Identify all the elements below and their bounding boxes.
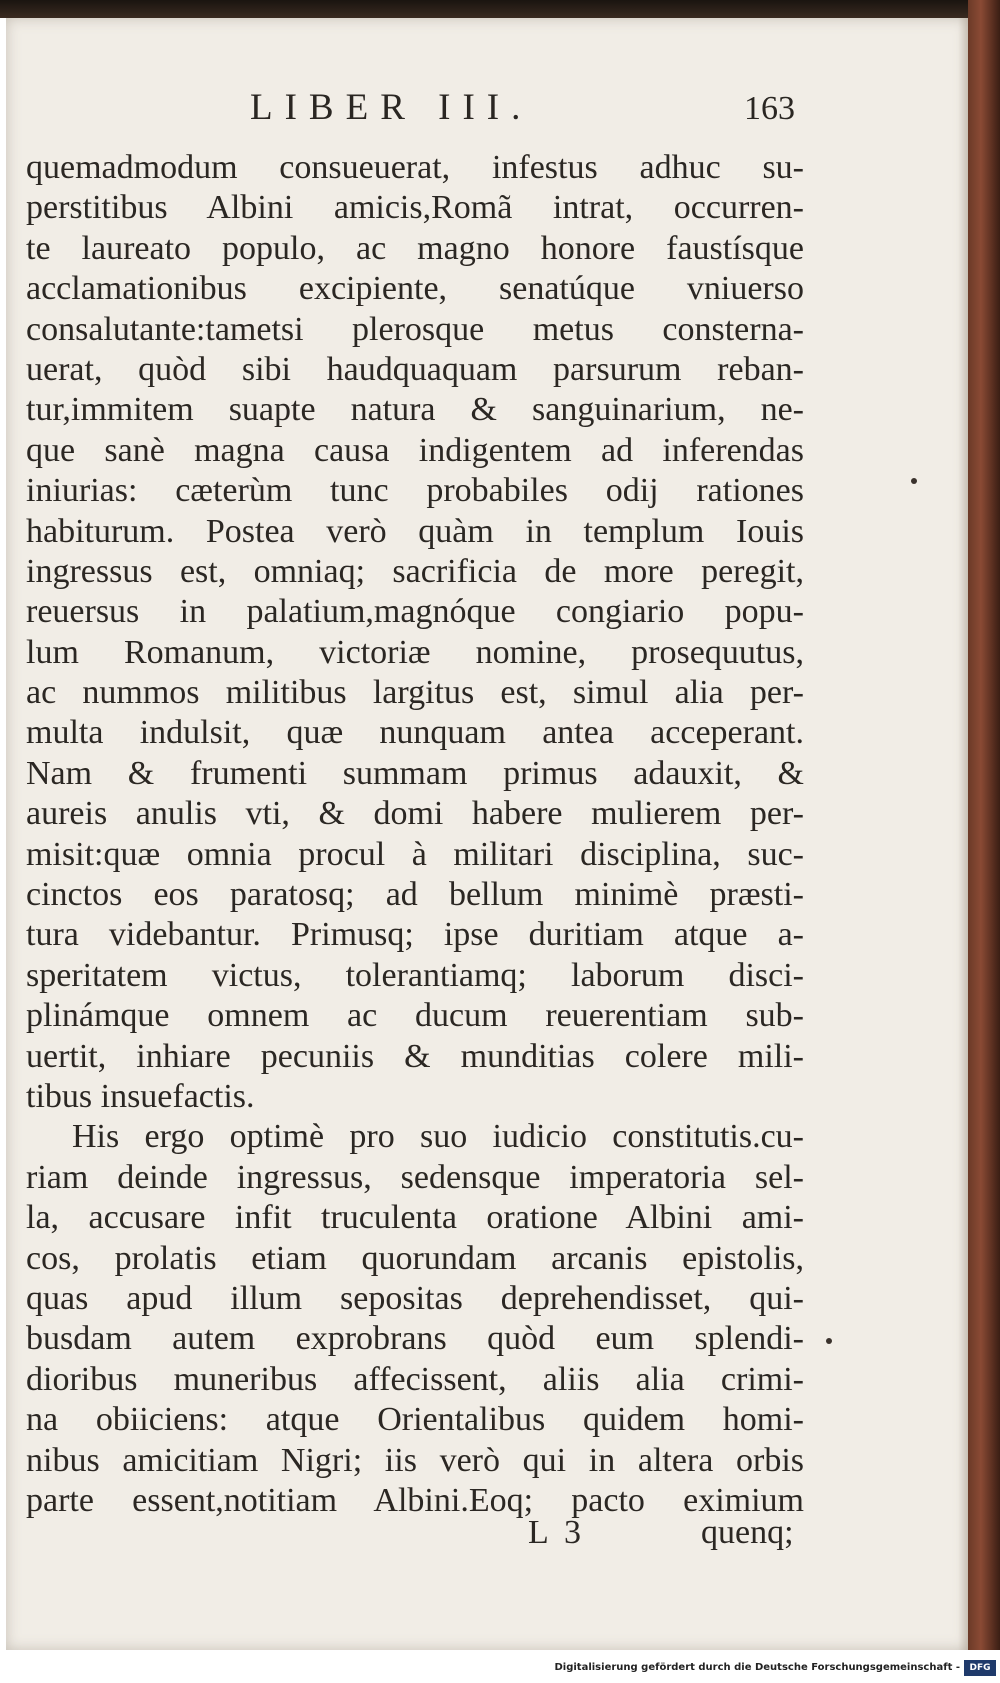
text-line: aureis anulis vti, & domi habere mulierem per- (26, 795, 804, 833)
margin-mark (911, 478, 917, 484)
text-line: reuersus in palatium,magnóque congiario popu- (26, 593, 804, 631)
text-line: parte essent,notitiam Albini.Eoq; pacto eximium (26, 1481, 804, 1519)
text-line: tur,immitem suapte natura & sanguinarium, ne- (26, 391, 804, 429)
text-line: cinctos eos paratosq; ad bellum minimè præsti- (26, 876, 804, 914)
text-line: tibus insuefactis. (26, 1077, 255, 1115)
text-line: habiturum. Postea verò quàm in templum Iouis (26, 512, 804, 550)
book-page (6, 18, 968, 1650)
page-footer (6, 1514, 968, 1564)
credit-text: Digitalisierung gefördert durch die Deutsche Forschungsgemeinschaft - (554, 1662, 960, 1673)
text-line: quemadmodum consueuerat, infestus adhuc su- (26, 149, 804, 186)
text-line: riam deinde ingressus, sedensque imperatoria sel- (26, 1158, 804, 1196)
signature-mark: L 3 (528, 1514, 586, 1551)
text-line: dioribus muneribus affecissent, aliis alia crimi- (26, 1360, 804, 1398)
dfg-logo: DFG (964, 1660, 996, 1676)
book-binding-edge (968, 0, 1000, 1650)
text-line: consalutante:tametsi plerosque metus consterna- (26, 310, 804, 348)
text-line: lum Romanum, victoriæ nomine, prosequutus, (26, 633, 804, 671)
body-text (26, 148, 804, 1521)
text-line: te laureato populo, ac magno honore faustísque (26, 229, 804, 267)
digitization-credit-bar (0, 1650, 1000, 1683)
text-line: uerat, quòd sibi haudquaquam parsurum reban- (26, 350, 804, 388)
text-line: na obiiciens: atque Orientalibus quidem homi- (26, 1401, 804, 1439)
text-line: tura videbantur. Primusq; ipse duritiam atque a- (26, 916, 804, 954)
running-header (6, 86, 968, 146)
scan-top-edge (0, 0, 1000, 18)
text-line: multa indulsit, quæ nunquam antea acceperant. (26, 714, 804, 752)
text-line: uertit, inhiare pecuniis & munditias colere mili- (26, 1037, 804, 1075)
text-line: acclamationibus excipiente, senatúque vniuerso (26, 270, 804, 308)
text-line: quas apud illum sepositas deprehendisset, qui- (26, 1279, 804, 1317)
text-line: iniurias: cæterùm tunc probabiles odij rationes (26, 472, 804, 510)
text-line: que sanè magna causa indigentem ad inferendas (26, 431, 804, 469)
margin-mark (826, 1338, 832, 1344)
page-number: 163 (744, 90, 795, 127)
text-line: ingressus est, omniaq; sacrificia de more peregit, (26, 552, 804, 590)
text-line: perstitibus Albini amicis,Romã intrat, occurren- (26, 189, 804, 227)
text-line: speritatem victus, tolerantiamq; laborum disci- (26, 956, 804, 994)
catchword: quenq; (701, 1514, 794, 1551)
text-line: busdam autem exprobrans quòd eum splendi- (26, 1320, 804, 1358)
text-line: misit:quæ omnia procul à militari disciplina, suc- (26, 835, 804, 873)
text-line: ac nummos militibus largitus est, simul alia per- (26, 674, 804, 712)
text-line: plinámque omnem ac ducum reuerentiam sub- (26, 997, 804, 1035)
text-line: cos, prolatis etiam quorundam arcanis epistolis, (26, 1239, 804, 1277)
text-line: His ergo optimè pro suo iudicio constitutis.cu- (72, 1118, 804, 1156)
text-line: nibus amicitiam Nigri; iis verò qui in altera orbis (26, 1441, 804, 1479)
text-line: Nam & frumenti summam primus adauxit, & (26, 754, 804, 792)
running-title: LIBER III. (250, 87, 533, 128)
text-line: la, accusare infit truculenta oratione Albini ami- (26, 1199, 804, 1237)
